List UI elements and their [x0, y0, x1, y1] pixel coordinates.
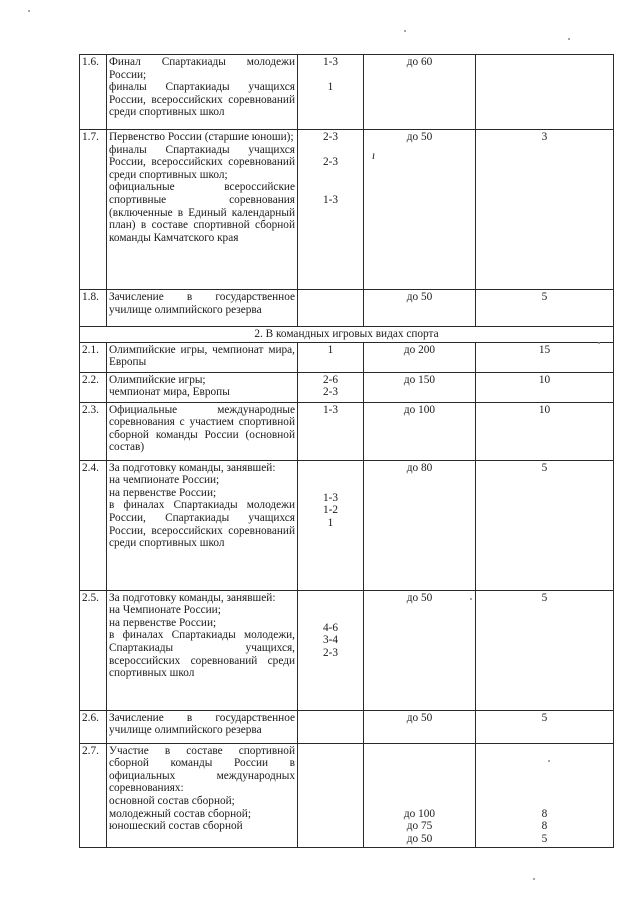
scan-speck — [568, 38, 570, 40]
scan-speck — [548, 760, 550, 762]
row-extra: 10 — [476, 372, 614, 402]
table-row — [80, 460, 614, 590]
row-number: 1.6. — [80, 55, 107, 130]
row-number: 2.5. — [80, 590, 107, 710]
scan-speck — [28, 10, 30, 12]
row-places: 2-6 2-3 — [298, 372, 364, 402]
row-number: 1.7. — [80, 130, 107, 290]
row-number: 2.4. — [80, 460, 107, 590]
table-row — [80, 590, 614, 710]
row-places: 2-3 2-3 1-3 — [298, 130, 364, 290]
section-header: 2. В командных игровых видах спорта — [80, 327, 614, 343]
row-description: Официальные международные соревнования с участием спортивной сборной команды России (основной состав) — [107, 402, 298, 460]
row-payment: до 50 — [364, 590, 476, 710]
row-places: 4-6 3-4 2-3 — [298, 590, 364, 710]
table-row — [80, 372, 614, 402]
table-row — [80, 710, 614, 743]
row-payment: до 100 — [364, 402, 476, 460]
row-description: Зачисление в государственное училище олимпийского резерва — [107, 290, 298, 327]
row-number: 2.2. — [80, 372, 107, 402]
scan-speck — [470, 598, 472, 600]
row-description: Зачисление в государственное училище олимпийского резерва — [107, 710, 298, 743]
row-payment: до 60 — [364, 55, 476, 130]
rewards-table — [79, 54, 614, 848]
table-row — [80, 290, 614, 327]
row-extra: 15 — [476, 342, 614, 372]
row-places — [298, 290, 364, 327]
row-payment: до 50 — [364, 290, 476, 327]
row-extra: 5 — [476, 710, 614, 743]
row-places — [298, 710, 364, 743]
stray-mark: ı — [372, 150, 376, 162]
row-places: 1-3 — [298, 402, 364, 460]
row-number: 2.6. — [80, 710, 107, 743]
row-description: Олимпийские игры; чемпионат мира, Европы — [107, 372, 298, 402]
row-description: За подготовку команды, занявшей: на чемпионате России; на первенстве России; в финалах Спартакиады молодежи России, Спартакиады учащихся России, всероссийских соревнований среди спортивных школ — [107, 460, 298, 590]
table-row — [80, 130, 614, 290]
table-row — [80, 402, 614, 460]
row-description: Участие в составе спортивной сборной команды России в официальных международных соревнованиях: основной состав сборной; молодежный состав сборной; юношеский состав сборной — [107, 743, 298, 847]
section-header-row — [80, 327, 614, 343]
row-payment: ı до 50 — [364, 130, 476, 290]
row-number: 2.1. — [80, 342, 107, 372]
scan-speck — [533, 878, 535, 880]
table-row — [80, 55, 614, 130]
row-number: 2.3. — [80, 402, 107, 460]
row-extra: 5 — [476, 460, 614, 590]
row-extra: 8 8 5 — [476, 743, 614, 847]
row-extra: 5 — [476, 290, 614, 327]
row-description: За подготовку команды, занявшей: на Чемпионате России; на первенстве России; в финалах Спартакиады молодежи, Спартакиады учащихся, всероссийских соревнований среди спортивных школ — [107, 590, 298, 710]
row-number: 1.8. — [80, 290, 107, 327]
row-payment: до 50 — [364, 710, 476, 743]
row-places: 1 — [298, 342, 364, 372]
row-places — [298, 743, 364, 847]
row-description: Первенство России (старшие юноши); финалы Спартакиады учащихся России, всероссийских соревнований среди спортивных школ; официальные всероссийские спортивные соревнования (включенные в Единый календарный план) в составе спортивной сборной команды Камчатского края — [107, 130, 298, 290]
table-row — [80, 743, 614, 847]
table-row — [80, 342, 614, 372]
row-payment: до 200 — [364, 342, 476, 372]
row-extra: 10 — [476, 402, 614, 460]
scan-speck — [404, 30, 406, 32]
row-places: 1-3 1-2 1 — [298, 460, 364, 590]
row-payment: до 100 до 75 до 50 — [364, 743, 476, 847]
row-payment: до 80 — [364, 460, 476, 590]
row-extra: 3 — [476, 130, 614, 290]
row-payment: до 150 — [364, 372, 476, 402]
row-description: Финал Спартакиады молодежи России; финалы Спартакиады учащихся России, всероссийских соревнований среди спортивных школ — [107, 55, 298, 130]
scan-speck — [598, 342, 600, 344]
row-extra: 5 — [476, 590, 614, 710]
row-number: 2.7. — [80, 743, 107, 847]
row-extra — [476, 55, 614, 130]
row-places: 1-3 1 — [298, 55, 364, 130]
row-description: Олимпийские игры, чемпионат мира, Европы — [107, 342, 298, 372]
